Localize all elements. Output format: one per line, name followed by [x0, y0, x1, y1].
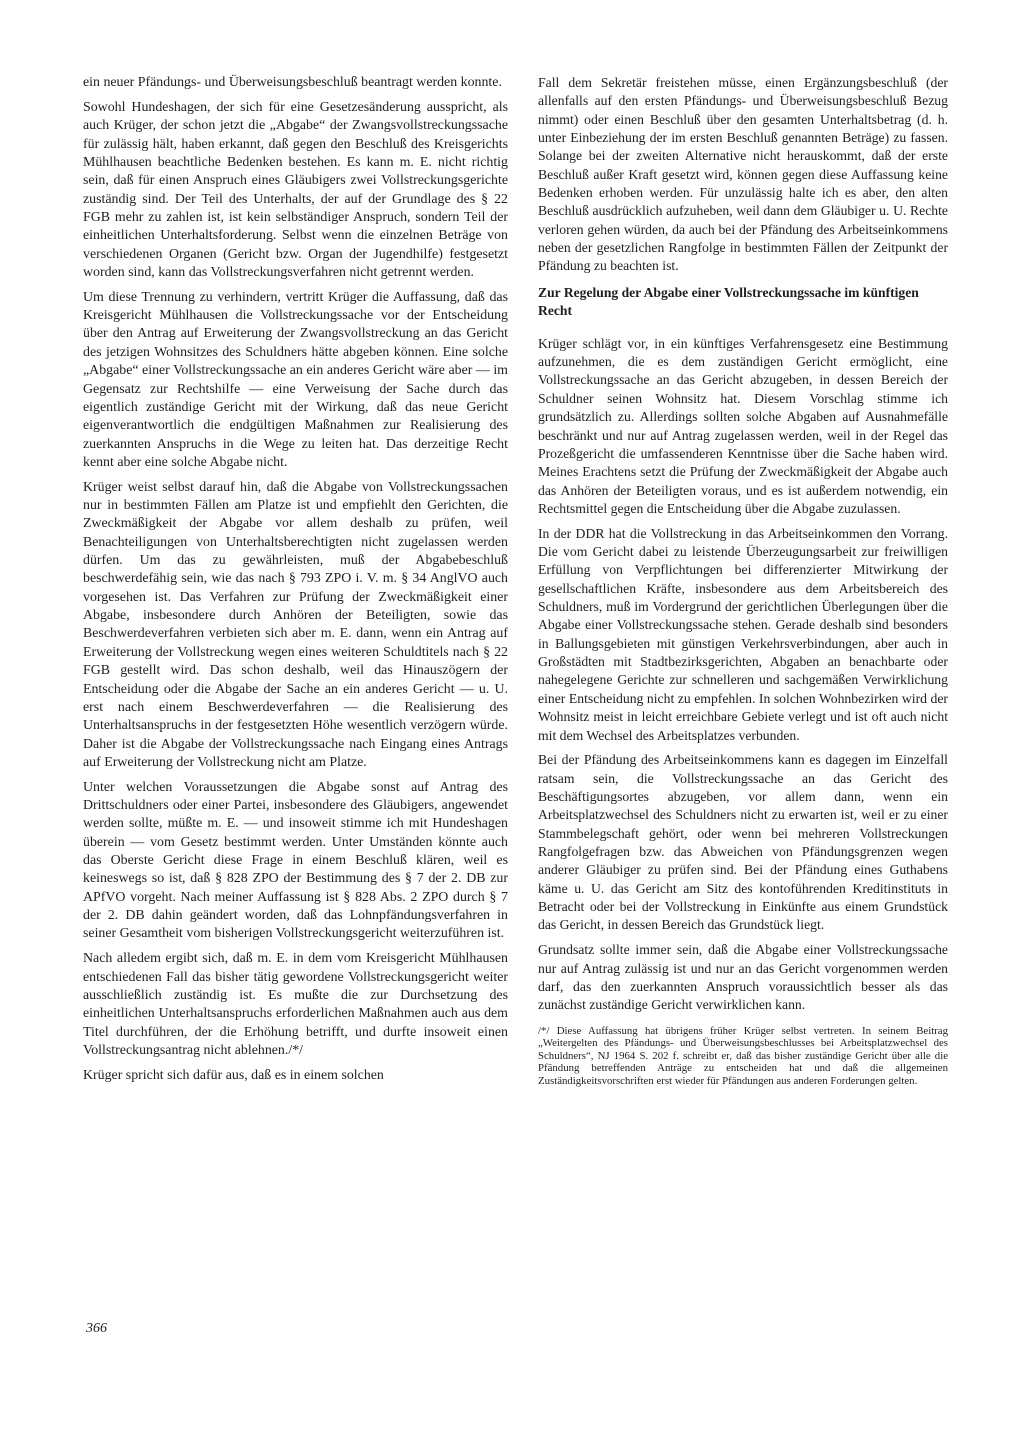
paragraph: Fall dem Sekretär freistehen müsse, einen Ergänzungsbeschluß (der allenfalls auf den ersten Pfändungs- und Überweisungsbeschluß Bezug nimmt) oder einen Beschluß über den gesamten Unterhaltsbetrag (d. h. unter Einbeziehung der im ersten Beschluß genannten Beträge) zu fassen. Solange bei der zweiten Alternative nicht herauskommt, daß der erste Beschluß außer Kraft gesetzt wird, können gegen diese Auffassung keine Bedenken erhoben werden. Für unzulässig halte ich es aber, den alten Beschluß ausdrücklich aufzuheben, weil dann dem Gläubiger u. U. Rechte verloren gehen würden, da auch bei der Pfändung des Arbeitseinkommens neben der gesetzlichen Rangfolge in bestimmten Fällen der Zeitpunkt der Pfändung zu beachten ist. — [538, 75, 948, 274]
left-column — [83, 74, 508, 1092]
paragraph: Grundsatz sollte immer sein, daß die Abgabe einer Vollstreckungssache nur auf Antrag zulässig ist und nur an das Gericht vorgenommen werden darf, das den zuerkannten Anspruch voraussichtlich besser als das zunächst zuständige Gericht verwirklichen kann. — [538, 942, 948, 1013]
paragraph: Um diese Trennung zu verhindern, vertritt Krüger die Auffassung, daß das Kreisgericht Mühlhausen die Vollstreckungssache vor der Entscheidung über den Antrag auf Erweiterung der Zwangsvollstreckung an das Gericht des jetzigen Wohnsitzes des Schuldners hätte abgeben können. Eine solche „Abgabe“ einer Vollstreckungssache an ein anderes Gericht wäre aber — im Gegensatz zur Rechtshilfe — eine Verweisung der Sache durch das eigentlich zuständige Gericht mit der Wirkung, daß das neue Gericht eigenverantwortlich die endgültigen Maßnahmen zur Realisierung des zuerkannten Anspruchs in die Wege zu leiten hat. Das derzeitige Recht kennt aber eine solche Abgabe nicht. — [83, 289, 508, 470]
paragraph: Krüger schlägt vor, in ein künftiges Verfahrensgesetz eine Bestimmung aufzunehmen, die es dem zuständigen Gericht ermöglicht, eine Vollstreckungssache an das Gericht abzugeben, in dessen Bereich der Schuldner seinen Wohnsitz hat. Diesem Vorschlag stimme ich grundsätzlich zu. Allerdings sollten solche Abgaben auf Ausnahmefälle beschränkt und nur auf Antrag zugelassen werden, weil in der Regel das Prozeßgericht die umfassenderen Kenntnisse über die Sache haben wird. Meines Erachtens setzt die Prüfung der Zweckmäßigkeit der Abgabe auch das Anhören der Beteiligten voraus, und es ist außerdem notwendig, ein Rechtsmittel gegen die Entscheidung über die Abgabe zuzulassen. — [538, 335, 948, 516]
paragraph: Krüger spricht sich dafür aus, daß es in einem solchen — [83, 1067, 384, 1083]
paragraph: Sowohl Hundeshagen, der sich für eine Gesetzesänderung ausspricht, als auch Krüger, der schon jetzt die „Abgabe“ der Zwangsvollstreckungssache für zulässig hält, haben erkannt, daß gegen den Beschluß des Kreisgerichts Mühlhausen beachtliche Bedenken bestehen. Es kann m. E. nicht richtig sein, daß für einen Anspruch eines Gläubigers zwei Vollstreckungsgerichte zuständig sind. Der Teil des Unterhalts, der auf der Grundlage des § 22 FGB mehr zu zahlen ist, ist kein selbständiger Anspruch, sondern Teil der einheitlichen Unterhaltsforderung. Selbst wenn die einzelnen Beträge von verschiedenen Organen (Gericht bzw. Organ der Jugendhilfe) festgesetzt worden sind, kann das Vollstreckungsverfahren nicht getrennt werden. — [83, 99, 508, 280]
right-column — [538, 74, 948, 1088]
paragraph: Krüger weist selbst darauf hin, daß die Abgabe von Vollstreckungssachen nur in bestimmten Fällen am Platze ist und empfiehlt den Gerichten, die Zweckmäßigkeit der Abgabe vor allem deshalb zu prüfen, weil Benachteiligungen von Unterhaltsberechtigten nicht zugelassen werden dürfen. Um das zu gewährleisten, muß der Abgabebeschluß beschwerdefähig sein, wie das nach § 793 ZPO i. V. m. § 34 AnglVO auch vorgesehen ist. Das Verfahren zur Prüfung der Zweckmäßigkeit einer Abgabe, insbesondere durch Anhören der Beteiligten, sowie das Beschwerdeverfahren verbieten sich aber m. E. dann, wenn ein Antrag auf Erweiterung der Vollstreckung wegen eines weiteren Schuldtitels nach § 22 FGB gestellt wird. Das schon deshalb, weil das Hinauszögern der Entscheidung oder die Abgabe der Sache an ein anderes Gericht — u. U. erst nach einem Beschwerdeverfahren — die Realisierung des Unterhaltsanspruchs in der festgesetzten Höhe wesentlich verzögern würde. Daher ist die Abgabe der Vollstreckungssache nach Eingang eines Antrags auf Erweiterung der Vollstreckung nicht am Platze. — [83, 479, 508, 770]
paragraph: ein neuer Pfändungs- und Überweisungsbeschluß beantragt werden konnte. — [83, 75, 502, 90]
section-heading: Zur Regelung der Abgabe einer Vollstreckungssache im künftigen Recht — [538, 284, 919, 318]
paragraph: Nach alledem ergibt sich, daß m. E. in dem vom Kreisgericht Mühlhausen entschiedenen Fall das bisher tätig gewordene Vollstreckungsgericht weiter ausschließlich zuständig ist. Es mußte die zur Durchsetzung des einheitlichen Unterhaltsanspruchs erforderlichen Maßnahmen auch aus dem Titel durchführen, der die Erhöhung betrifft, und durfte insoweit einen Vollstreckungsantrag nicht ablehnen./*/ — [83, 951, 508, 1059]
page-number: 366 — [86, 1321, 107, 1336]
paragraph: In der DDR hat die Vollstreckung in das Arbeitseinkommen den Vorrang. Die vom Gericht dabei zu leistende Überzeugungsarbeit zur freiwilligen Erfüllung von Verpflichtungen bei differenzierter Mitwirkung der gesellschaftlichen Kräfte, insbesondere aus dem Arbeitsbereich des Schuldners, muß im Vordergrund der gerichtlichen Überlegungen über die Abgabe einer Vollstreckungssache stehen. Gerade deshalb sind besonders in Ballungsgebieten mit günstigen Verkehrsverbindungen, aber auch in Großstädten mit Stadtbezirksgerichten, Abgaben an benachbarte oder nahegelegene Gerichte zur schnelleren und sachgemäßen Verwirklichung einer Entscheidung nicht zu empfehlen. In solchen Wohnbezirken wird der Wohnsitz meist in leicht erreichbare Gebiete verlegt und ist oft auch nicht mit dem Wechsel des Arbeitsplatzes verbunden. — [538, 525, 948, 743]
paragraph: Bei der Pfändung des Arbeitseinkommens kann es dagegen im Einzelfall ratsam sein, die Vollstreckungssache an das Gericht des Beschäftigungsortes abzugeben, vor allem dann, wenn ein Arbeitsplatzwechsel des Schuldners nicht zu erwarten ist, weil er zu einer Stammbelegschaft gehört, oder wenn bei mehreren Vollstreckungen Rangfolgefragen bzw. das Abweichen von Pfändungsgrenzen wegen anderer Gläubiger zu prüfen sind. Bei der Pfändung eines Guthabens käme u. U. das Gericht am Sitz des kontoführenden Kreditinstituts in Betracht oder bei der Vollstreckung in Einkünfte aus einem Grundstück das Gericht, in dessen Bereich das Grundstück liegt. — [538, 752, 948, 933]
paragraph: Unter welchen Voraussetzungen die Abgabe sonst auf Antrag des Drittschuldners oder einer Partei, insbesondere des Gläubigers, angewendet werden sollte, müßte m. E. — und insoweit stimme ich mit Hundeshagen überein — vom Gesetz bestimmt werden. Unter Umständen könnte auch das Oberste Gericht diese Frage in einem Beschluß klären, weil es keineswegs so ist, daß § 828 ZPO der Bestimmung des § 7 der 2. DB zur APfVO vorgeht. Nach meiner Auffassung ist § 828 Abs. 2 ZPO durch § 7 der 2. DB dahin geändert worden, daß das Lohnpfändungsverfahren in seiner Gesamtheit vom bisherigen Vollstreckungsgericht weiterzuführen ist. — [83, 779, 508, 942]
footnote: /*/ Diese Auffassung hat übrigens früher Krüger selbst vertreten. In seinem Beitrag „Weitergelten des Pfändungs- und Überweisungsbeschlusses bei Arbeitsplatzwechsel des Schuldners“, NJ 1964 S. 202 f. schreibt er, daß das bisher zuständige Gericht über alle die Pfändung betreffenden Anträge zu entscheiden hat und daß die allgemeinen Zuständigkeitsvorschriften erst wieder für Pfändungen aus anderen Forderungen gelten. — [538, 1024, 948, 1088]
